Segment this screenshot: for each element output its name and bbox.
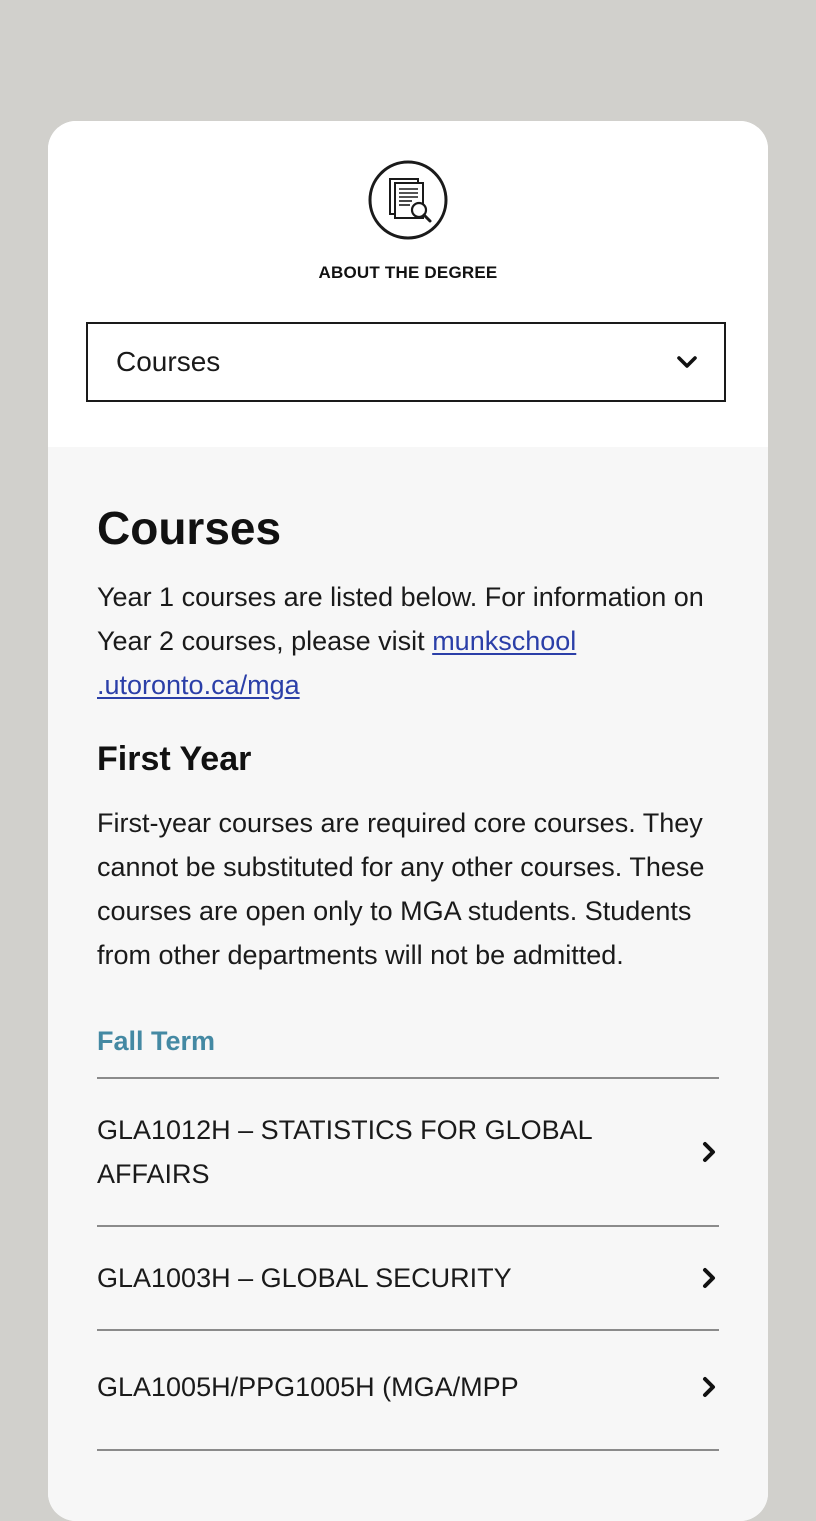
degree-card xyxy=(48,121,768,1521)
section-select[interactable] xyxy=(86,322,726,402)
section-label: ABOUT THE DEGREE xyxy=(318,263,498,282)
intro-text: Year 1 courses are listed below. For information on Year 2 courses, please visit xyxy=(97,582,704,656)
content xyxy=(97,501,719,1451)
course-name: GLA1003H – GLOBAL SECURITY xyxy=(97,1263,512,1293)
course-row-gla1012h[interactable] xyxy=(97,1079,719,1227)
chevron-down-icon xyxy=(676,355,698,369)
chevron-right-icon xyxy=(701,1140,717,1164)
page-title: Courses xyxy=(97,502,282,554)
course-name: GLA1005H/PPG1005H (MGA/MPP xyxy=(97,1372,519,1402)
course-name: GLA1012H – STATISTICS FOR GLOBAL AFFAIRS xyxy=(97,1115,592,1189)
content-area xyxy=(48,447,768,1521)
course-row-gla1005h[interactable] xyxy=(97,1331,719,1451)
first-year-description: First-year courses are required core courses. They cannot be substituted for any other courses. These courses are open only to MGA students. Students from other departments will not be admitted. xyxy=(97,808,705,970)
card-header xyxy=(48,121,768,447)
chevron-right-icon xyxy=(701,1375,717,1399)
munkschool-link[interactable]: munkschool .utoronto.ca/mga xyxy=(97,626,577,700)
intro-paragraph xyxy=(97,575,719,707)
course-list xyxy=(97,1077,719,1451)
document-search-icon xyxy=(368,160,448,240)
chevron-right-icon xyxy=(701,1266,717,1290)
course-row-gla1003h[interactable] xyxy=(97,1227,719,1331)
fall-term-label: Fall Term xyxy=(97,1026,216,1056)
first-year-heading: First Year xyxy=(97,740,252,778)
section-select-value: Courses xyxy=(116,346,221,377)
